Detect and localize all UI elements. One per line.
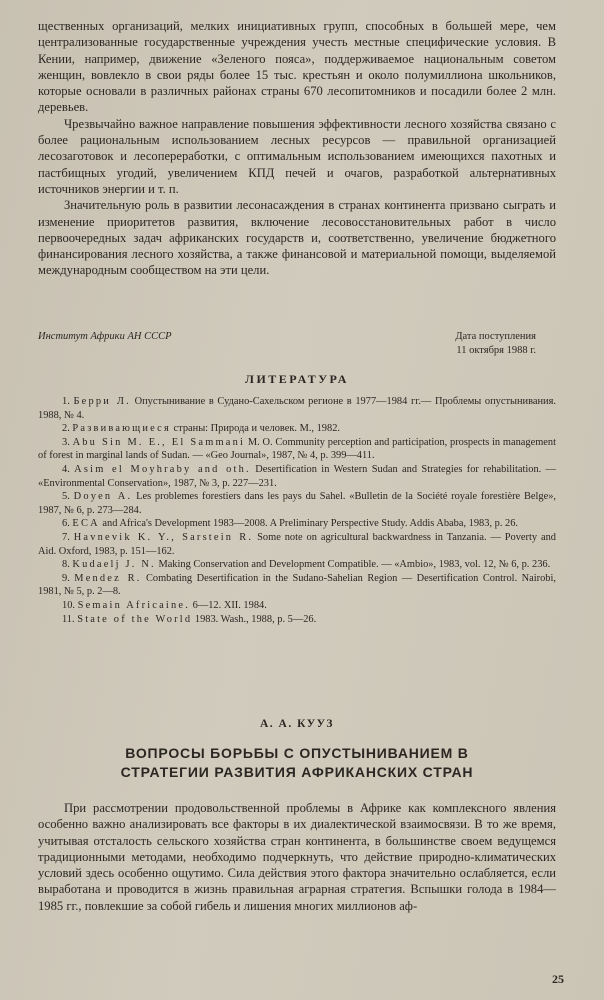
paragraph-priorities: Значительную роль в развитии лесонасаждения в странах континента призвано сыграть и изменение приоритетов развития, включение лесовосстановительных работ в число первоочередных задач африканских государств и, соответственно, увеличение бюджетного финансирования лесного хозяйства, а также финансовой и материальной помощи, выделяемой международным сообществом на эти цели. <box>38 198 556 278</box>
article-author: А. А. КУУЗ <box>259 718 335 730</box>
reference-item: 9. Mendez R. Combating Desertification in the Sudano-Sahelian Region — Desertification Control. Nairobi, 1981, № 5, p. 2—8. <box>38 572 556 598</box>
reference-item: 3. Abu Sin M. E., El Sammani M. O. Community perception and participation, prospects in management of forest in marginal lands of Sudan. — «Geo Journal», 1987, № 4, p. 399—411. <box>38 436 556 462</box>
literature-section <box>38 366 556 626</box>
article-first-paragraph: При рассмотрении продовольственной проблемы в Африке как комплексного явления особенно важно анализировать все факторы в их диалектической взаимосвязи. В то же время, учитывая отсталость сельского хозяйства стран континента, в большинстве своем ведущемся традиционными методами, необходимо подчеркнуть, что действие природно-климатических условий здесь особенно ощутимо. Сила действия этого фактора значительно ослабляется, если выработана и проводится в жизнь правильная аграрная стратегия. Вспышки голода в 1984—1985 гг., повлекшие за собой гибель и лишения многих миллионов аф- <box>38 801 556 913</box>
literature-heading: ЛИТЕРАТУРА <box>245 372 349 386</box>
reference-item: 4. Asim el Moyhraby and oth. Desertification in Western Sudan and Strategies for rehabilitation. — «Environmental Conservation», 1987, № 3, p. 227—231. <box>38 463 557 489</box>
article-body <box>38 800 556 914</box>
received-date-label: Дата поступления <box>455 331 536 342</box>
reference-item: 11. State of the World 1983. Wash., 1988, p. 5—26. <box>62 613 317 625</box>
top-text-block <box>38 18 556 279</box>
article-title-line-1: ВОПРОСЫ БОРЬБЫ С ОПУСТЫНИВАНИЕМ В <box>125 745 469 761</box>
paragraph-forestry-efficiency: Чрезвычайно важное направление повышения эффективности лесного хозяйства связано с более рациональным использованием лесных ресурсов — правильной организацией лесозаготовок и лесопереработки, с оптимальным использованием имеющихся пахотных и пастбищных угодий, увеличением КПД печей и очагов, разработкой альтернативных источников энергии и т. п. <box>38 116 556 196</box>
article-title-line-2: СТРАТЕГИИ РАЗВИТИЯ АФРИКАНСКИХ СТРАН <box>120 764 474 780</box>
received-date <box>455 330 536 358</box>
article-signature <box>38 330 556 366</box>
reference-item: 6. ECA and Africa's Development 1983—2008. A Preliminary Perspective Study. Addis Ababa, 1983, p. 26. <box>62 518 519 530</box>
reference-item: 2. Развивающиеся страны: Природа и человек. М., 1982. <box>62 423 340 435</box>
received-date-value: 11 октября 1988 г. <box>456 345 536 356</box>
institute-affiliation: Институт Африки АН СССР <box>38 331 172 342</box>
reference-item: 5. Doyen A. Les problemes forestiers dans les pays du Sahel. «Bulletin de la Société royale forestière Belge», 1987, № 6, p. 273—284. <box>38 491 556 516</box>
reference-item: 1. Берри Л. Опустынивание в Судано-Сахельском регионе в 1977—1984 гг.— Проблемы опустынивания. 1988, № 4. <box>38 396 556 421</box>
reference-item: 8. Kudaelj J. N. Making Conservation and Development Compatible. — «Ambio», 1983, vol. 12, № 6, p. 236. <box>62 559 551 571</box>
reference-item: 7. Havnevik K. Y., Sarstein R. Some note on agricultural backwardness in Tanzania. — Poverty and Aid. Oxford, 1983, p. 151—162. <box>38 531 557 557</box>
reference-list <box>38 395 556 626</box>
reference-item: 10. Semain Africaine. 6—12. XII. 1984. <box>62 599 267 611</box>
article-header <box>38 718 556 782</box>
paragraph-continuation: щественных организаций, мелких инициативных групп, способных в большей мере, чем централизованные государственные учреждения учесть местные специфические условия. В Кении, например, движение «Зеленого пояса», поддерживаемое национальным советом женщин, вовлекло в свои ряды более 15 тыс. крестьян и около полумиллиона школьников, которые основали в различных районах страны 670 лесопитомников и посадили более 2 млн. деревьев. <box>38 19 556 115</box>
page-number: 25 <box>552 972 564 986</box>
